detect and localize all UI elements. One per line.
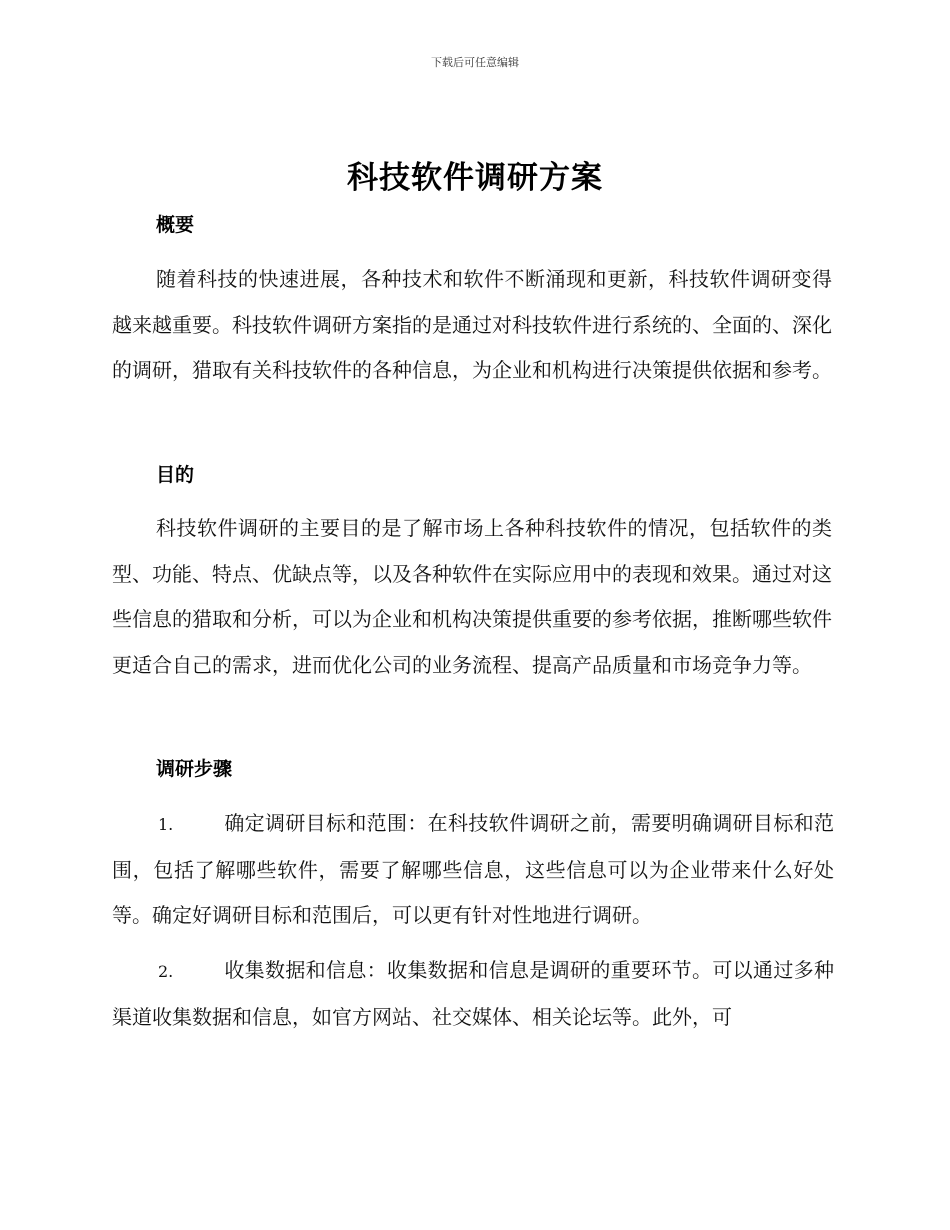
list-item-number: 2. [158, 962, 174, 981]
overview-paragraph: 随着科技的快速进展，各种技术和软件不断涌现和更新，科技软件调研变得越来越重要。科技软件调研方案指的是通过对科技软件进行系统的、全面的、深化的调研，猎取有关科技软件的各种信息，为企业和机构进行决策提供依据和参考。 [112, 267, 832, 382]
list-item-text: 收集数据和信息：收集数据和信息是调研的重要环节。可以通过多种渠道收集数据和信息，如官方网站、社交媒体、相关论坛等。此外，可 [112, 958, 834, 1029]
list-item [112, 801, 834, 939]
header-note: 下载后可任意编辑 [431, 56, 519, 69]
document-title: 科技软件调研方案 [347, 160, 603, 196]
section-heading-overview: 概要 [156, 214, 195, 236]
list-item-text: 确定调研目标和范围：在科技软件调研之前，需要明确调研目标和范围，包括了解哪些软件，需要了解哪些信息，这些信息可以为企业带来什么好处等。确定好调研目标和范围后，可以更有针对性地进行调研。 [112, 811, 834, 927]
list-item [112, 948, 834, 1040]
purpose-paragraph: 科技软件调研的主要目的是了解市场上各种科技软件的情况，包括软件的类型、功能、特点、优缺点等，以及各种软件在实际应用中的表现和效果。通过对这些信息的猎取和分析，可以为企业和机构决策提供重要的参考依据，推断哪些软件更适合自己的需求，进而优化公司的业务流程、提高产品质量和市场竞争力等。 [112, 516, 832, 677]
section-heading-purpose: 目的 [156, 464, 195, 486]
section-heading-steps: 调研步骤 [156, 758, 233, 780]
list-item-number: 1. [158, 815, 174, 834]
